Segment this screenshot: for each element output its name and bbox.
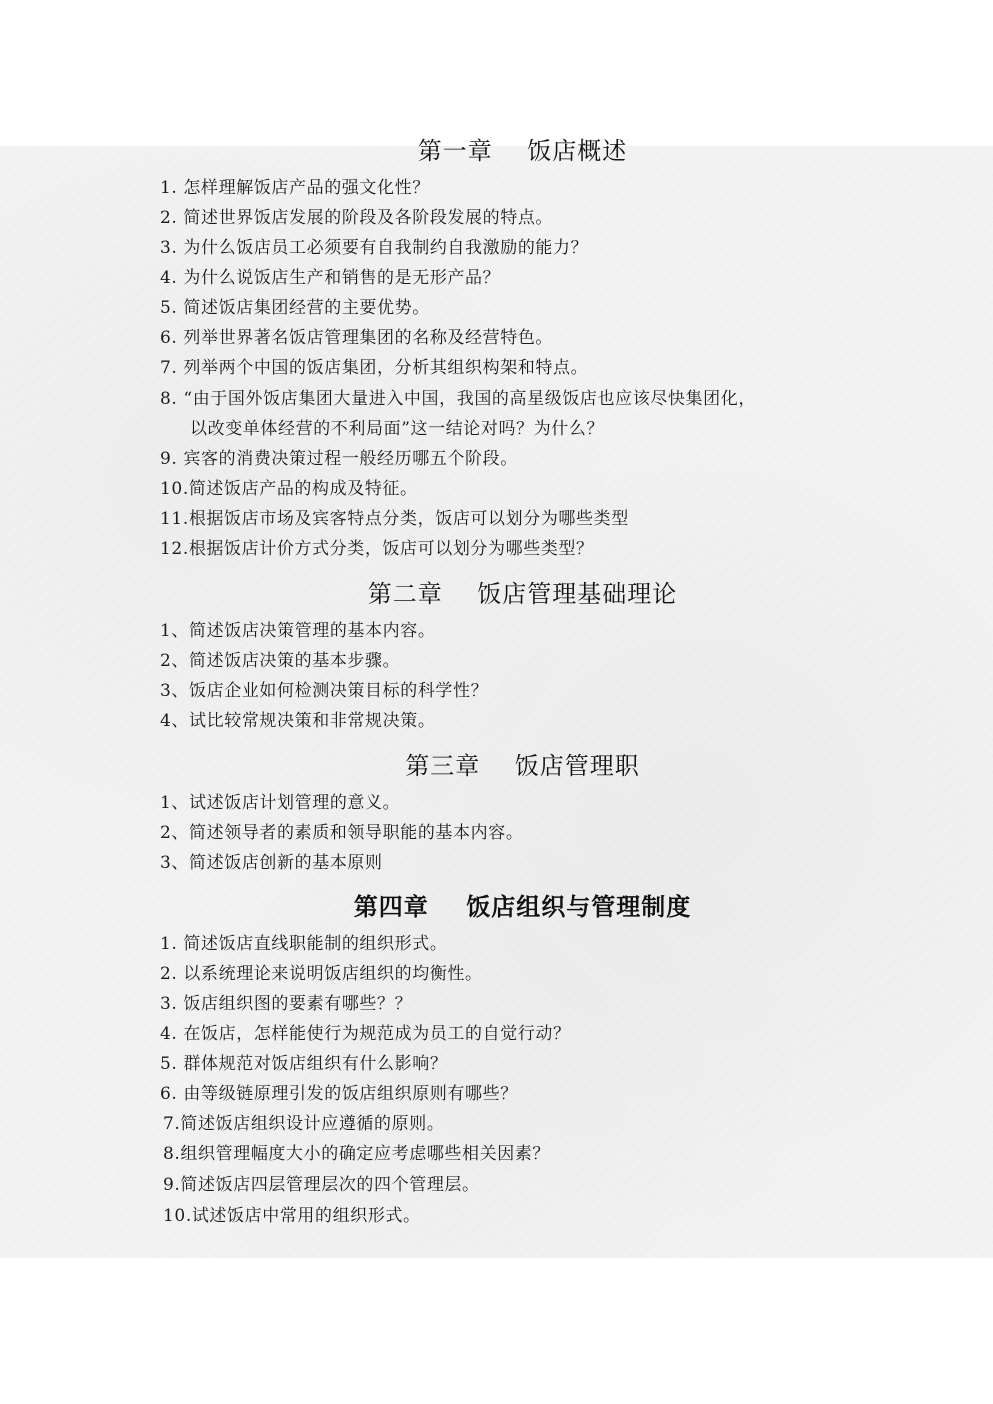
chapter-4-item-10: 10.试述饭店中常用的组织形式。 bbox=[163, 1206, 421, 1226]
chapter-1-item-12: 12.根据饭店计价方式分类，饭店可以划分为哪些类型？ bbox=[160, 539, 594, 559]
chapter-2-item-2: 2、简述饭店决策的基本步骤。 bbox=[160, 651, 401, 671]
chapter-1-title: 第一章 饭店概述 bbox=[417, 137, 628, 165]
chapter-1-item-6: 6. 列举世界著名饭店管理集团的名称及经营特色。 bbox=[160, 328, 554, 348]
chapter-1-item-4: 4. 为什么说饭店生产和销售的是无形产品？ bbox=[160, 268, 501, 288]
chapter-4-item-9: 9.简述饭店四层管理层次的四个管理层。 bbox=[163, 1175, 480, 1195]
chapter-1-item-8-continued: 以改变单体经营的不利局面”这一结论对吗？为什么？ bbox=[190, 419, 605, 439]
chapter-4-item-4: 4. 在饭店，怎样能使行为规范成为员工的自觉行动？ bbox=[160, 1024, 571, 1044]
chapter-1-item-5: 5. 简述饭店集团经营的主要优势。 bbox=[160, 298, 430, 318]
chapter-4-item-5: 5. 群体规范对饭店组织有什么影响？ bbox=[160, 1054, 448, 1074]
chapter-4-item-2: 2. 以系统理论来说明饭店组织的均衡性。 bbox=[160, 964, 483, 984]
chapter-4-title: 第四章 饭店组织与管理制度 bbox=[353, 893, 692, 921]
chapter-3-item-2: 2、简述领导者的素质和领导职能的基本内容。 bbox=[160, 823, 524, 843]
chapter-1-item-2: 2. 简述世界饭店发展的阶段及各阶段发展的特点。 bbox=[160, 208, 554, 228]
chapter-4-item-1: 1. 简述饭店直线职能制的组织形式。 bbox=[160, 934, 448, 954]
chapter-1-item-3: 3. 为什么饭店员工必须要有自我制约自我激励的能力？ bbox=[160, 238, 589, 258]
chapter-1-item-8: 8. “由于国外饭店集团大量进入中国，我国的高星级饭店也应该尽快集团化， bbox=[160, 389, 756, 409]
chapter-2-item-1: 1、简述饭店决策管理的基本内容。 bbox=[160, 621, 436, 641]
chapter-2-title: 第二章 饭店管理基础理论 bbox=[367, 580, 678, 608]
chapter-2-item-3: 3、饭店企业如何检测决策目标的科学性？ bbox=[160, 681, 489, 701]
chapter-1-item-7: 7. 列举两个中国的饭店集团，分析其组织构架和特点。 bbox=[160, 358, 589, 378]
chapter-3-item-1: 1、试述饭店计划管理的意义。 bbox=[160, 793, 401, 813]
chapter-1-item-10: 10.简述饭店产品的构成及特征。 bbox=[160, 479, 418, 499]
chapter-4-item-8: 8.组织管理幅度大小的确定应考虑哪些相关因素？ bbox=[163, 1144, 551, 1164]
chapter-4-item-7: 7.简述饭店组织设计应遵循的原则。 bbox=[163, 1114, 445, 1134]
chapter-2-item-4: 4、试比较常规决策和非常规决策。 bbox=[160, 711, 436, 731]
chapter-1-item-1: 1. 怎样理解饭店产品的强文化性？ bbox=[160, 178, 430, 198]
chapter-1-item-9: 9. 宾客的消费决策过程一般经历哪五个阶段。 bbox=[160, 449, 518, 469]
chapter-3-item-3: 3、简述饭店创新的基本原则 bbox=[160, 853, 383, 873]
chapter-4-item-3: 3. 饭店组织图的要素有哪些？？ bbox=[160, 994, 413, 1014]
chapter-4-item-6: 6. 由等级链原理引发的饭店组织原则有哪些？ bbox=[160, 1084, 518, 1104]
chapter-1-item-11: 11.根据饭店市场及宾客特点分类，饭店可以划分为哪些类型 bbox=[160, 509, 629, 529]
chapter-3-title: 第三章 饭店管理职 bbox=[405, 752, 640, 780]
